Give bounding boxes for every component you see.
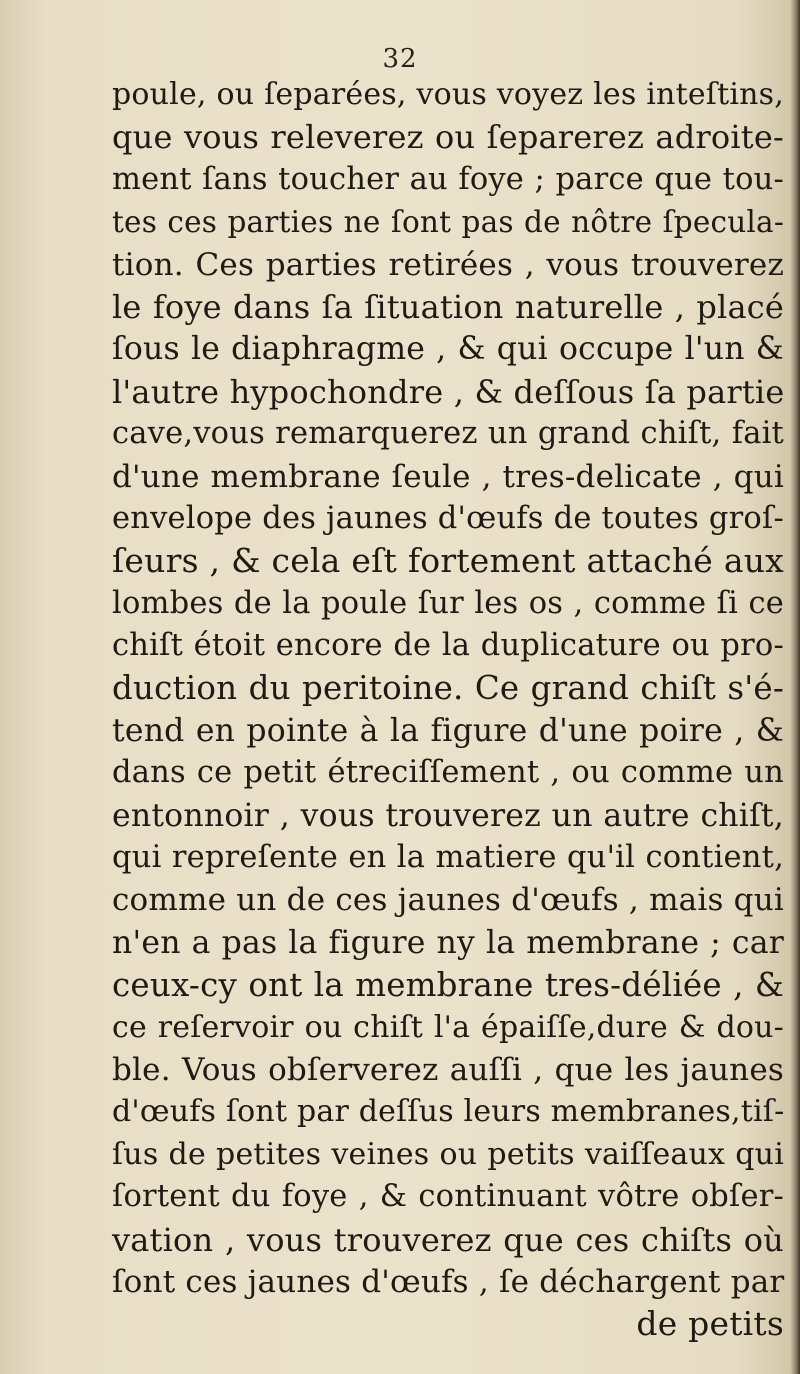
text-line: dans ce petit étreciſſement , ou comme un [112, 755, 784, 791]
text-line: l'autre hypochondre , & deſſous ſa partie [112, 372, 785, 411]
text-line: tion. Ces parties retirées , vous trouverez [112, 246, 784, 283]
text-line: ble. Vous obſerverez auſſi , que les jaunes [112, 1051, 784, 1088]
page-edge [790, 0, 800, 1374]
text-line: tes ces parties ne ſont pas de nôtre ſpecula- [112, 205, 784, 240]
text-line: d'œufs ſont par deſſus leurs membranes,tiſ- [112, 1094, 785, 1130]
text-line: poule, ou ſeparées, vous voyez les inteſtins, [112, 77, 784, 112]
text-line: d'une membrane ſeule , tres-delicate , qui [112, 458, 784, 495]
page-number: 32 [382, 44, 418, 74]
text-line: chiſt étoit encore de la duplicature ou pro- [112, 628, 784, 664]
text-line: duction du peritoine. Ce grand chiſt s'é- [112, 669, 784, 708]
text-line: tend en pointe à la figure d'une poire , & [112, 712, 784, 749]
text-line: ceux-cy ont la membrane tres-déliée , & [112, 966, 784, 1005]
text-line: ſeurs , & cela eſt fortement attaché aux [112, 541, 784, 581]
catchword: de petits [636, 1304, 784, 1344]
text-line: envelope des jaunes d'œufs de toutes groſ- [112, 500, 784, 536]
text-line: lombes de la poule ſur les os , comme ſi ce [112, 585, 784, 621]
text-line: qui repreſente en la matiere qu'il contient, [112, 840, 784, 876]
text-line: cave,vous remarquerez un grand chiſt, fait [112, 416, 784, 452]
body-text [112, 74, 784, 1346]
text-line: comme un de ces jaunes d'œufs , mais qui [112, 882, 784, 919]
text-line: vation , vous trouverez que ces chiſts où [112, 1220, 784, 1259]
text-line: le foye dans ſa ſituation naturelle , placé [112, 287, 784, 326]
text-line: que vous releverez ou ſeparerez adroite- [112, 118, 784, 157]
text-line: ment ſans toucher au foye ; parce que tou- [112, 161, 784, 197]
text-line: entonnoir , vous trouverez un autre chiſt, [112, 797, 784, 834]
text-line: ſus de petites veines ou petits vaiſſeaux qui [112, 1136, 784, 1172]
text-line: ſortent du foye , & continuant vôtre obſer- [112, 1179, 784, 1215]
text-line: ſous le diaphragme , & qui occupe l'un & [112, 331, 784, 368]
text-line: ce reſervoir ou chiſt l'a épaiſſe,dure & dou- [112, 1009, 784, 1045]
text-line: ſont ces jaunes d'œufs , ſe déchargent par [112, 1263, 785, 1300]
text-line: n'en a pas la figure ny la membrane ; car [112, 924, 784, 961]
